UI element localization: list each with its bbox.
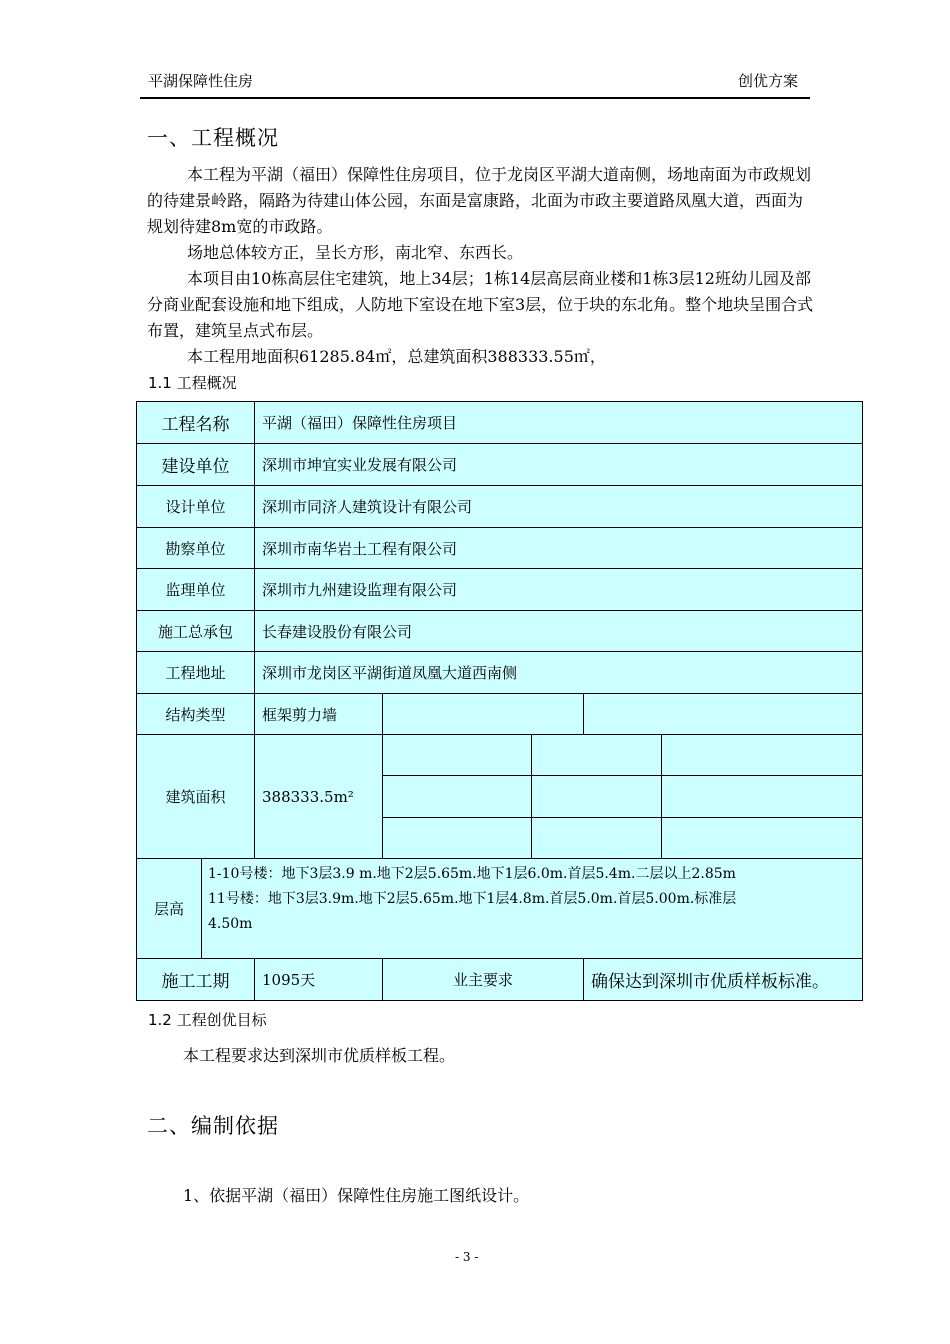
area-empty-cell	[531, 775, 662, 818]
owner-requirement-label: 业主要求	[382, 958, 584, 1001]
address-label: 工程地址	[136, 651, 255, 694]
area-empty-cell	[661, 775, 863, 818]
area-empty-cell	[382, 734, 532, 776]
paragraph-shape: 场地总体较方正，呈长方形，南北窄、东西长。	[187, 243, 524, 262]
paragraph-location: 本工程为平湖（福田）保障性住房项目，位于龙岗区平湖大道南侧，场地南面为市政规划的待建景岭路，隔路为待建山体公园，东面是富康路，北面为市政主要道路凤凰大道，西面为规划待建8m宽的市政路。	[147, 165, 812, 236]
project-name-label: 工程名称	[136, 401, 255, 444]
header-rule	[140, 97, 810, 99]
area-empty-cell	[531, 734, 662, 776]
paragraph-area: 本工程用地面积61285.84㎡，总建筑面积388333.55㎡，	[187, 347, 606, 366]
owner-requirement-value: 确保达到深圳市优质样板标准。	[583, 958, 863, 1001]
survey-value: 深圳市南华岩土工程有限公司	[254, 527, 863, 569]
area-empty-cell	[382, 817, 532, 859]
designer-value: 深圳市同济人建筑设计有限公司	[254, 485, 863, 528]
supervisor-label: 监理单位	[136, 568, 255, 611]
header-left-title: 平湖保障性住房	[148, 72, 254, 90]
contractor-label: 施工总承包	[136, 610, 255, 652]
project-name-value: 平湖（福田）保障性住房项目	[254, 401, 863, 444]
section1-body	[147, 162, 817, 370]
floor-height-label: 层高	[136, 858, 202, 959]
period-label: 施工工期	[136, 958, 255, 1001]
structure-empty-cell	[382, 693, 584, 735]
structure-label: 结构类型	[136, 693, 255, 735]
basis-item-1: 1、依据平湖（福田）保障性住房施工图纸设计。	[183, 1186, 530, 1205]
floor-height-line: 11号楼：地下3层3.9m.地下2层5.65m.地下1层4.8m.首层5.0m.首层5.00m.标准层	[208, 891, 737, 907]
builder-label: 建设单位	[136, 443, 255, 486]
structure-value: 框架剪力墙	[254, 693, 383, 735]
area-empty-cell	[382, 775, 532, 818]
area-value: 388333.5m²	[254, 734, 383, 859]
structure-empty-cell	[583, 693, 863, 735]
contractor-value: 长春建设股份有限公司	[254, 610, 863, 652]
area-empty-cell	[661, 734, 863, 776]
subsection-1-1-title: 1.1 工程概况	[148, 374, 237, 392]
floor-height-value	[201, 858, 863, 959]
section2-title: 二、编制依据	[147, 1114, 279, 1138]
page-number: - 3 -	[455, 1250, 479, 1264]
builder-value: 深圳市坤宜实业发展有限公司	[254, 443, 863, 486]
paragraph-composition: 本项目由10栋高层住宅建筑，地上34层；1栋14层高层商业楼和1栋3层12班幼儿园及部分商业配套设施和地下组成，人防地下室设在地下室3层，位于块的东北角。整个地块呈围合式布置，建筑呈点式布层。	[147, 269, 814, 340]
area-empty-cell	[531, 817, 662, 859]
area-empty-cell	[661, 817, 863, 859]
section1-title: 一、工程概况	[147, 126, 279, 150]
goal-text: 本工程要求达到深圳市优质样板工程。	[183, 1046, 456, 1065]
subsection-1-2-title: 1.2 工程创优目标	[148, 1011, 267, 1029]
floor-height-line: 4.50m	[208, 916, 253, 932]
address-value: 深圳市龙岗区平湖街道凤凰大道西南侧	[254, 651, 863, 694]
period-value: 1095天	[254, 958, 383, 1001]
floor-height-line: 1-10号楼：地下3层3.9 m.地下2层5.65m.地下1层6.0m.首层5.4m.二层以上2.85m	[208, 866, 736, 882]
survey-label: 勘察单位	[136, 527, 255, 569]
header-right-title: 创优方案	[738, 72, 799, 90]
supervisor-value: 深圳市九州建设监理有限公司	[254, 568, 863, 611]
designer-label: 设计单位	[136, 485, 255, 528]
area-label: 建筑面积	[136, 734, 255, 859]
